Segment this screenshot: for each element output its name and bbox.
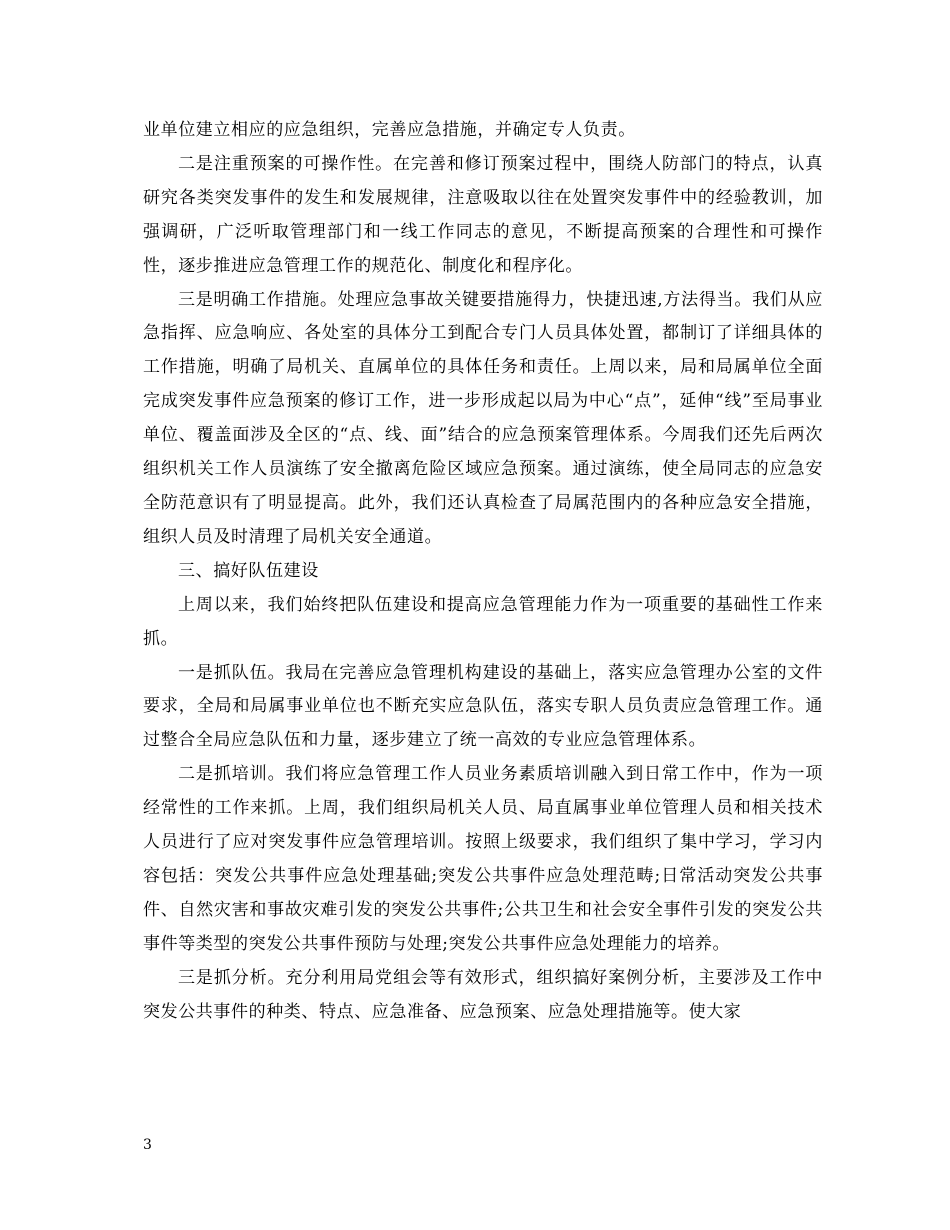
paragraph-continuation: 业单位建立相应的应急组织，完善应急措施，并确定专人负责。 [143, 120, 636, 140]
paragraph-team-intro: 上周以来，我们始终把队伍建设和提高应急管理能力作为一项重要的基础性工作来抓。 [143, 594, 823, 649]
page-number: 3 [143, 1137, 152, 1153]
paragraph-analysis: 三是抓分析。充分利用局党组会等有效形式，组织搞好案例分析，主要涉及工作中突发公共事件的种类、特点、应急准备、应急预案、应急处理措施等。使大家 [143, 967, 823, 1022]
paragraph-team: 一是抓队伍。我局在完善应急管理机构建设的基础上，落实应急管理办公室的文件要求，全局和局属事业单位也不断充实应急队伍，落实专职人员负责应急管理工作。通过整合全局应急队伍和力量，逐步建立了统一高效的专业应急管理体系。 [143, 662, 823, 751]
paragraph-operability: 二是注重预案的可操作性。在完善和修订预案过程中，围绕人防部门的特点，认真研究各类突发事件的发生和发展规律，注意吸取以往在处置突发事件中的经验教训，加强调研，广泛听取管理部门和一线工作同志的意见，不断提高预案的合理性和可操作性，逐步推进应急管理工作的规范化、制度化和程序化。 [143, 153, 823, 276]
section-heading-team-building: 三、搞好队伍建设 [178, 560, 319, 581]
document-body [143, 114, 823, 1029]
paragraph-work-measures: 三是明确工作措施。处理应急事故关键要措施得力，快捷迅速,方法得当。我们从应急指挥、应急响应、各处室的具体分工到配合专门人员具体处置，都制订了详细具体的工作措施，明确了局机关、直属单位的具体任务和责任。上周以来，局和局属单位全面完成突发事件应急预案的修订工作，进一步形成起以局为中心“点”，延伸“线”至局事业单位、覆盖面涉及全区的“点、线、面”结合的应急预案管理体系。今周我们还先后两次组织机关工作人员演练了安全撤离危险区域应急预案。通过演练，使全局同志的应急安全防范意识有了明显提高。此外，我们还认真检查了局属范围内的各种应急安全措施，组织人员及时清理了局机关安全通道。 [143, 289, 823, 547]
paragraph-training: 二是抓培训。我们将应急管理工作人员业务素质培训融入到日常工作中，作为一项经常性的工作来抓。上周，我们组织局机关人员、局直属事业单位管理人员和相关技术人员进行了应对突发事件应急管理培训。按照上级要求，我们组织了集中学习，学习内容包括：突发公共事件应急处理基础;突发公共事件应急处理范畴;日常活动突发公共事件、自然灾害和事故灾难引发的突发公共事件;公共卫生和社会安全事件引发的突发公共事件等类型的突发公共事件预防与处理;突发公共事件应急处理能力的培养。 [143, 764, 823, 954]
